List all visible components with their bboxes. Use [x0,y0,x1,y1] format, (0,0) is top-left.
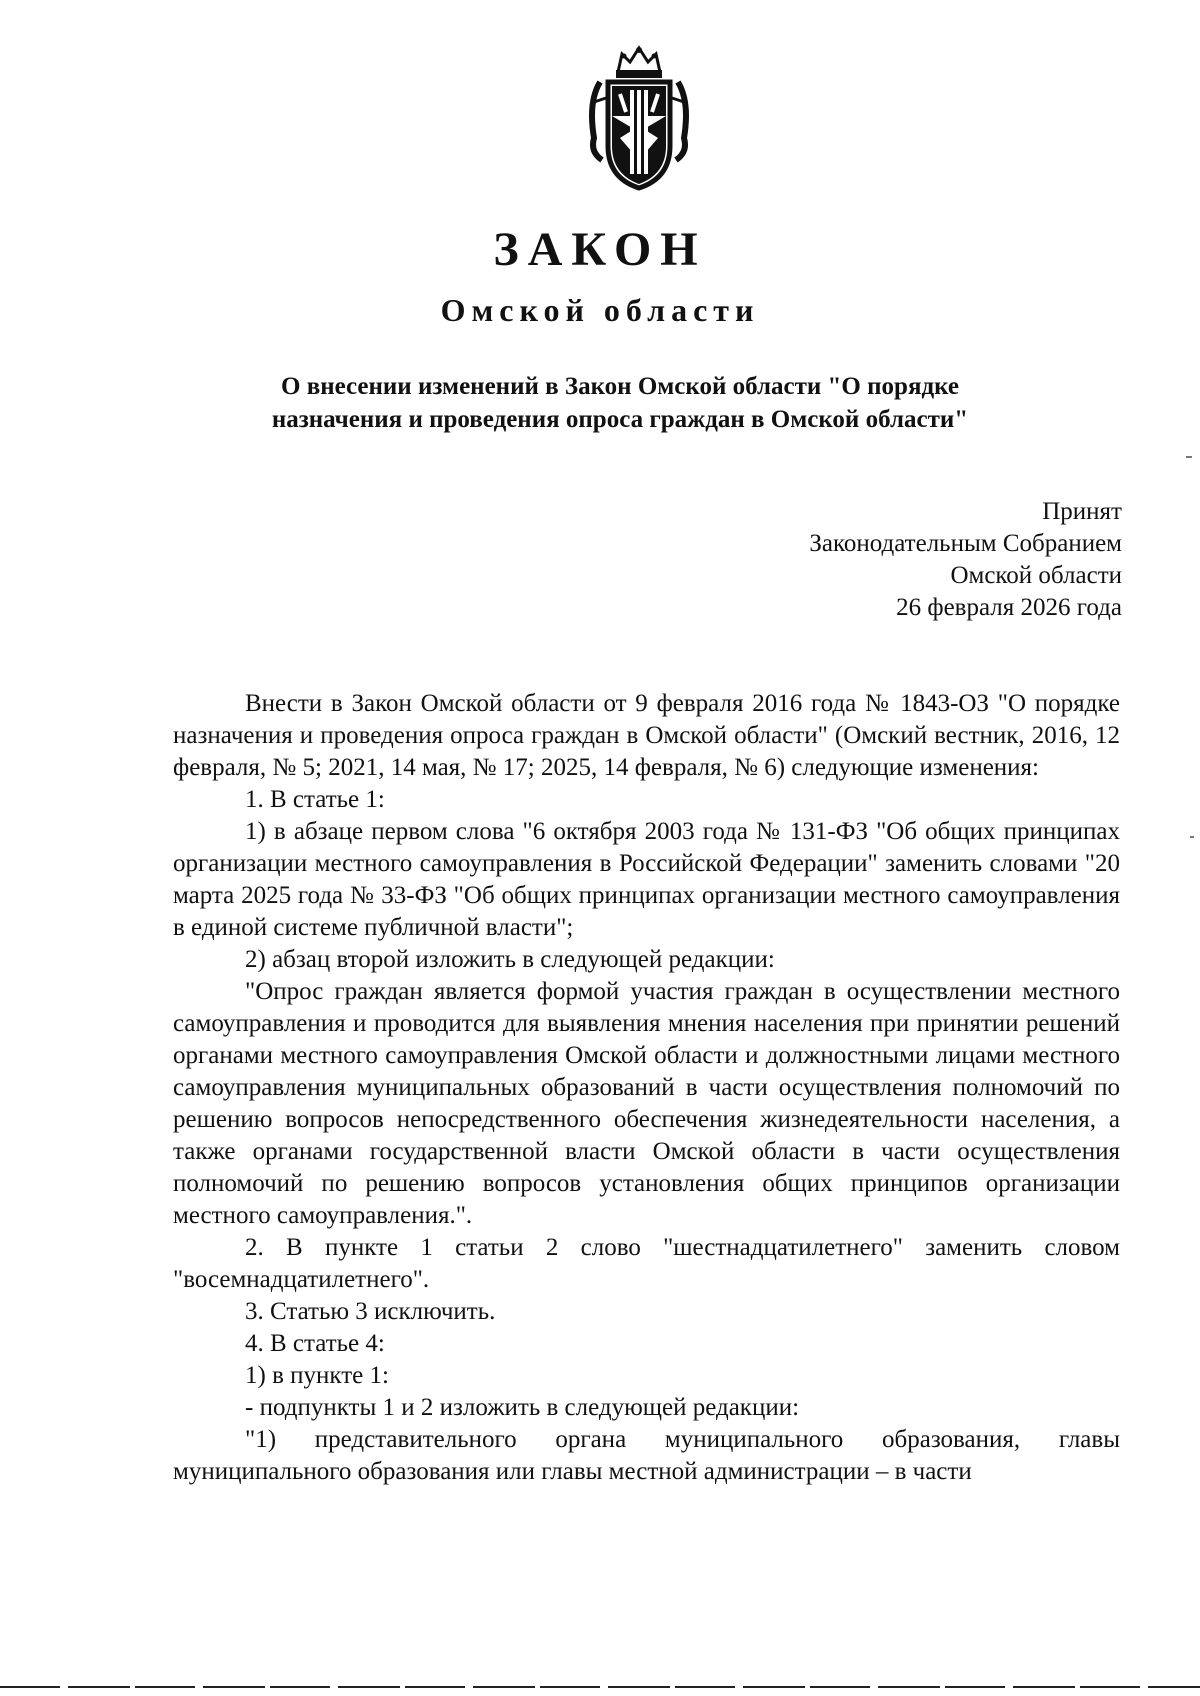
body-paragraph: 4. В статье 4: [245,1330,385,1357]
scan-edge-line [0,1686,1200,1688]
body-paragraph: 2. В пункте 1 статьи 2 слово "шестнадцатилетнего" заменить словом "восемнадцатилетнего". [173,1234,1120,1293]
body-paragraph: 1) в пункте 1: [245,1362,389,1389]
heading-line: О внесении изменений в Закон Омской области "О порядке [281,373,959,400]
coat-of-arms-icon [580,42,698,194]
body-paragraph: "1) представительного органа муниципального образования, главы муниципального образования или главы местной администрации – в части [173,1426,1120,1485]
scan-speck [1190,836,1194,838]
body-paragraph: 1) в абзаце первом слова "6 октября 2003 года № 131-ФЗ "Об общих принципах организации местного самоуправления в Российской Федерации" заменить словами "20 марта 2025 года № 33-ФЗ "Об общих принципах организации местного самоуправления в единой системе публичной власти"; [173,818,1120,941]
body-paragraph: 3. Статью 3 исключить. [245,1298,496,1325]
body-paragraph: 2) абзац второй изложить в следующей редакции: [245,946,775,973]
adoption-line: Законодательным Собранием [809,530,1122,557]
scan-speck [1186,456,1192,458]
law-heading [190,370,1050,436]
body-paragraph: 1. В статье 1: [245,786,385,813]
adoption-block [809,496,1122,624]
document-title: ЗАКОН [493,223,707,276]
adoption-line: Принят [1042,498,1122,525]
heading-line: назначения и проведения опроса граждан в Омской области" [271,406,969,433]
adoption-date: 26 февраля 2026 года [896,594,1122,621]
law-body [173,688,1120,1488]
body-paragraph: "Опрос граждан является формой участия граждан в осуществлении местного самоуправления и проводится для выявления мнения населения при принятии решений органами местного самоуправления Омской области и должностными лицами местного самоуправления муниципальных образований в части осуществления полномочий по решению вопросов непосредственного обеспечения жизнедеятельности населения, а также органами государственной власти Омской области в части осуществления полномочий по решению вопросов установления общих принципов организации местного самоуправления.". [173,978,1120,1229]
adoption-line: Омской области [950,562,1122,589]
document-subtitle: Омской области [440,292,760,328]
body-paragraph: Внести в Закон Омской области от 9 февраля 2016 года № 1843-ОЗ "О порядке назначения и проведения опроса граждан в Омской области" (Омский вестник, 2016, 12 февраля, № 5; 2021, 14 мая, № 17; 2025, 14 февраля, № 6) следующие изменения: [173,690,1120,781]
body-paragraph: - подпункты 1 и 2 изложить в следующей редакции: [245,1394,800,1421]
